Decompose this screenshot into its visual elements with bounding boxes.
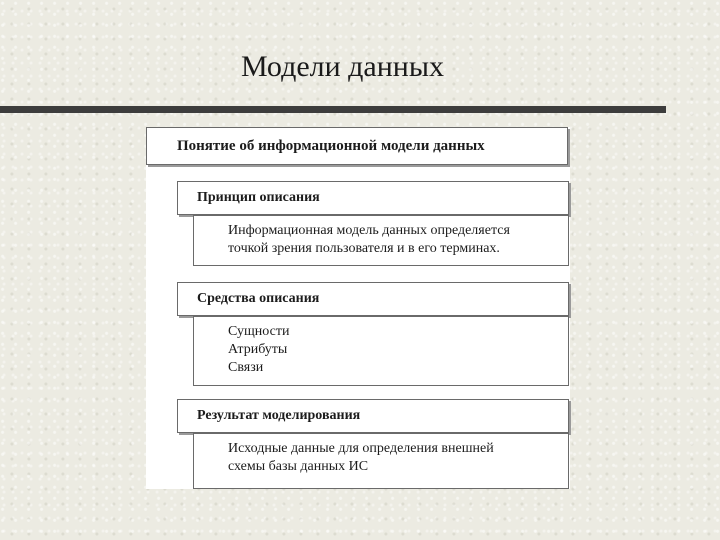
section-text-line: Атрибуты [228, 342, 288, 357]
title-divider [0, 106, 666, 113]
section-header-modeling-result: Результат моделирования [177, 399, 569, 433]
section-body-modeling-result [193, 433, 569, 489]
section-header-description-means: Средства описания [177, 282, 569, 316]
section-body-description-means [193, 316, 569, 386]
diagram-header: Понятие об информационной модели данных [146, 127, 568, 165]
section-header-description-principle: Принцип описания [177, 181, 569, 215]
slide-title: Модели данных [241, 50, 445, 83]
section-body-description-principle [193, 215, 569, 266]
info-model-diagram [146, 127, 570, 489]
section-text-line: Сущности [228, 324, 290, 339]
section-text-line: Исходные данные для определения внешней [228, 441, 494, 456]
section-text-line: схемы базы данных ИС [228, 459, 369, 474]
section-text-line: точкой зрения пользователя и в его терминах. [228, 241, 500, 256]
section-text-line: Связи [228, 360, 264, 375]
section-text-line: Информационная модель данных определяется [228, 223, 510, 238]
